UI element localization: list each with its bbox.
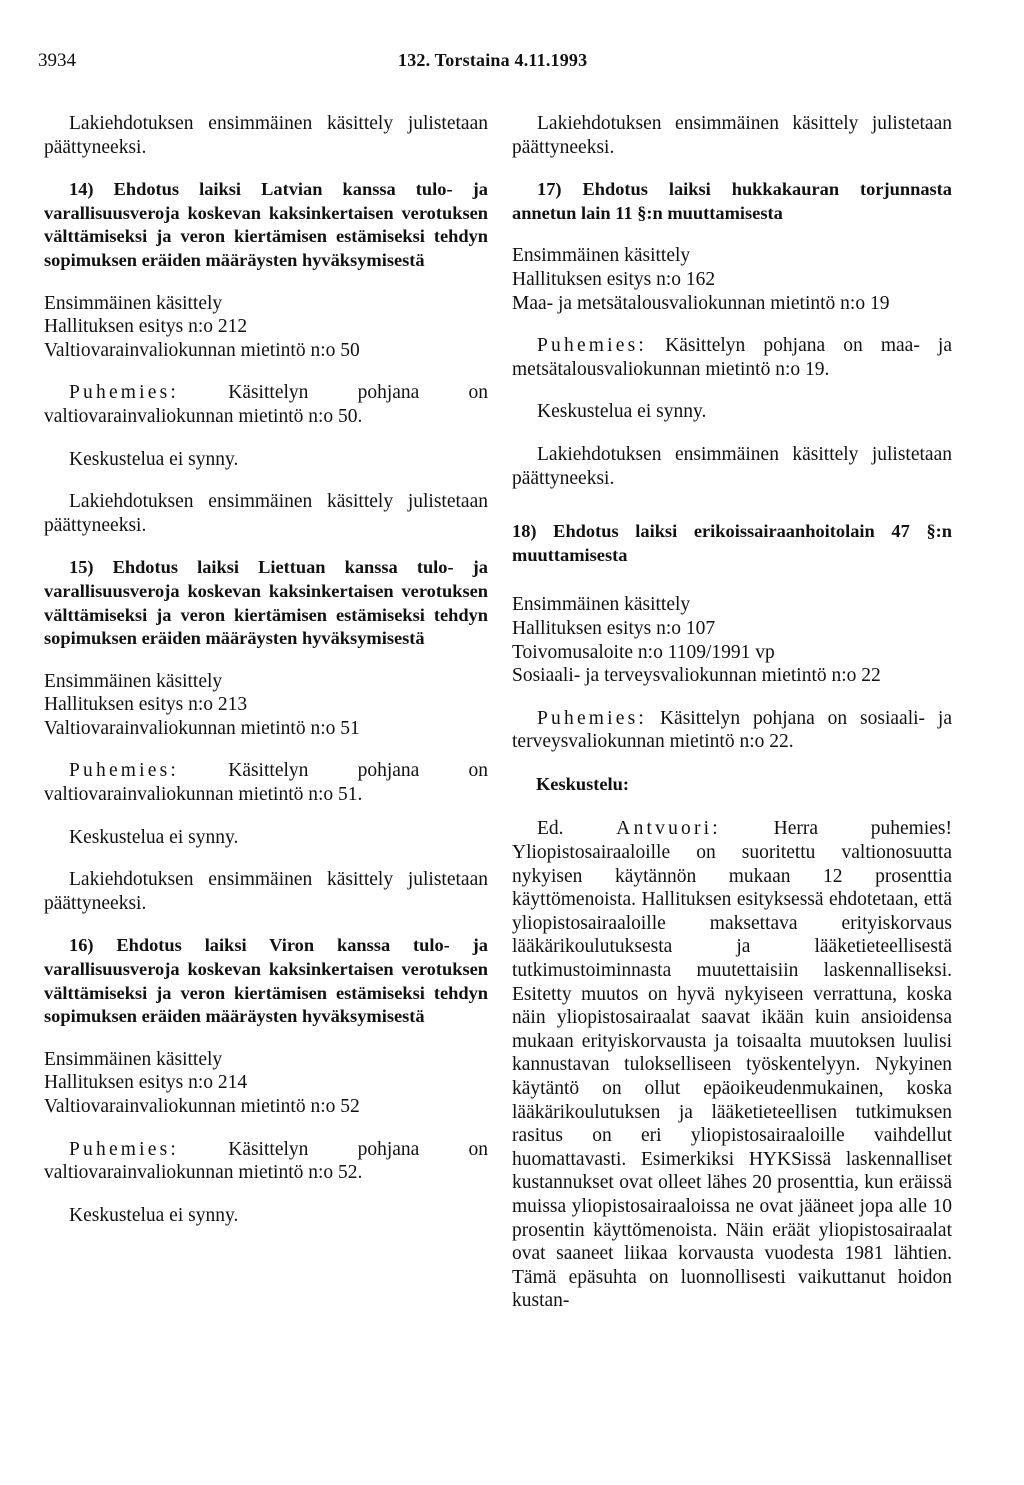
- item-16-line3: Valtiovarainvaliokunnan mietintö n:o 52: [44, 1096, 360, 1117]
- speech-text: Käsittelyn pohjana on sosiaali- ja terveysvaliokunnan mietintö n:o 22.: [512, 707, 953, 753]
- page-number: 3934: [38, 50, 76, 71]
- item-18-line4: Sosiaali- ja terveysvaliokunnan mietintö n:o 22: [512, 665, 881, 687]
- item-17-details: [512, 244, 952, 315]
- item-14-speech: [44, 381, 488, 428]
- item-17-close: Lakiehdotuksen ensimmäinen käsittely julistetaan päättyneeksi.: [512, 443, 952, 489]
- speech-text: Käsittelyn pohjana on maa- ja metsätalousvaliokunnan mietintö n:o 19.: [512, 335, 952, 380]
- item-18-title: 18) Ehdotus laiksi erikoissairaanhoitolain 47 §:n muuttamisesta: [512, 521, 952, 565]
- running-header: 132. Torstaina 4.11.1993: [398, 50, 588, 70]
- member-prefix: Ed.: [537, 818, 564, 840]
- item-16-speech: [44, 1138, 488, 1185]
- speech-text: Käsittelyn pohjana on valtiovarainvaliokunnan mietintö n:o 51.: [44, 760, 488, 806]
- item-16-title: 16) Ehdotus laiksi Viron kanssa tulo- ja varallisuusveroja koskevan kaksinkertaisen verotuksen välttämiseksi ja veron kiertämisen estämiseksi tehdyn sopimuksen eräiden määräysten hyväksymisestä: [44, 935, 488, 1027]
- item-16-line1: Ensimmäinen käsittely: [44, 1048, 223, 1070]
- item-18-line1: Ensimmäinen käsittely: [512, 594, 691, 616]
- item-18-speech: [512, 707, 952, 754]
- member-speech: [512, 817, 952, 1312]
- speaker-label: Puhemies:: [537, 707, 648, 729]
- item-15-title: 15) Ehdotus laiksi Liettuan kanssa tulo- ja varallisuusveroja koskevan kaksinkertaisen verotuksen välttämiseksi ja veron kiertämisen estämiseksi tehdyn sopimuksen eräiden määräysten hyväksymisestä: [44, 557, 488, 649]
- item-17-line2: Hallituksen esitys n:o 162: [512, 268, 716, 290]
- item-14-details: [44, 292, 488, 363]
- item-17-line1: Ensimmäinen käsittely: [512, 245, 691, 267]
- member-speech-text: Herra puhemies! Yliopistosairaaloille on suoritettu valtionosuutta nykyisen käytännön mukaan 12 prosenttia käyttömenoista. Hallituksen esityksessä ehdotetaan, että yliopistosairaaloille maksettava erityiskorvaus lääkärikoulutuksesta ja lääketieteellisestä tutkimustoiminnasta muutettaisiin laskennalliseksi. Esitetty muutos on hyvä nykyiseen verrattuna, koska näin yliopistosairaalat saavat ikään kuin ansioidensa mukaan erityiskorvausta ja toisaalta muutoksen luulisi kannustavan tulokselliseen työskentelyyn. Nykyinen käytäntö on ollut epäoikeudenmukainen, koska lääkärikoulutuksen ja lääketieteellisen tutkimuksen rasitus on eri yliopistosairaaloille vaihdellut huomattavasti. Esimerkiksi HYKSissä laskennalliset kustannukset ovat olleet lähes 20 prosenttia, kun eräissä muissa yliopistosairaaloissa ne ovat jääneet jopa alle 10 prosentin käyttömenoista. Näin eräät yliopistosairaalat ovat saaneet liikaa korvausta vuodesta 1981 lähtien. Tämä epäsuhta on luonnollisesti vaikuttanut hoidon kustan-: [512, 818, 952, 1312]
- item-14-line3: Valtiovarainvaliokunnan mietintö n:o 50: [44, 339, 360, 361]
- item-14-line1: Ensimmäinen käsittely: [44, 292, 223, 314]
- item-15-speech: [44, 759, 488, 806]
- member-name: Antvuori:: [616, 818, 721, 840]
- item-16-line2: Hallituksen esitys n:o 214: [44, 1072, 248, 1094]
- item-14-close: Lakiehdotuksen ensimmäinen käsittely julistetaan päättyneeksi.: [44, 491, 488, 536]
- speaker-label: Puhemies:: [69, 382, 180, 404]
- discussion-heading: Keskustelu:: [536, 773, 629, 794]
- item-17-line3: Maa- ja metsätalousvaliokunnan mietintö n:o 19: [512, 292, 890, 314]
- item-14-title: 14) Ehdotus laiksi Latvian kanssa tulo- ja varallisuusveroja koskevan kaksinkertaisen verotuksen välttämiseksi ja veron kiertämisen estämiseksi tehdyn sopimuksen eräiden määräysten hyväksymisestä: [44, 179, 488, 270]
- left-column: [44, 112, 488, 1246]
- speaker-label: Puhemies:: [69, 1138, 180, 1160]
- item-18-details: [512, 593, 952, 687]
- right-column: [512, 112, 952, 1313]
- item-15-line2: Hallituksen esitys n:o 213: [44, 694, 248, 716]
- item-15-line3: Valtiovarainvaliokunnan mietintö n:o 51: [44, 717, 360, 739]
- item-18-line2: Hallituksen esitys n:o 107: [512, 617, 716, 639]
- item-17-title: 17) Ehdotus laiksi hukkakauran torjunnasta annetun lain 11 §:n muuttamisesta: [512, 179, 952, 223]
- intro-close-left: Lakiehdotuksen ensimmäinen käsittely julistetaan päättyneeksi.: [44, 113, 488, 158]
- speaker-label: Puhemies:: [69, 760, 180, 782]
- item-14-discussion: Keskustelua ei synny.: [69, 448, 239, 470]
- item-15-line1: Ensimmäinen käsittely: [44, 670, 223, 692]
- item-17-discussion: Keskustelua ei synny.: [537, 401, 707, 423]
- item-14-line2: Hallituksen esitys n:o 212: [44, 316, 248, 338]
- speaker-label: Puhemies:: [537, 335, 648, 357]
- item-16-discussion: Keskustelua ei synny.: [69, 1204, 239, 1226]
- intro-close-right: Lakiehdotuksen ensimmäinen käsittely julistetaan päättyneeksi.: [512, 113, 952, 158]
- speech-text: Käsittelyn pohjana on valtiovarainvaliokunnan mietintö n:o 50.: [44, 382, 488, 427]
- item-18-line3: Toivomusaloite n:o 1109/1991 vp: [512, 641, 775, 663]
- item-15-details: [44, 670, 488, 741]
- item-15-close: Lakiehdotuksen ensimmäinen käsittely julistetaan päättyneeksi.: [44, 869, 488, 914]
- speech-text: Käsittelyn pohjana on valtiovarainvaliokunnan mietintö n:o 52.: [44, 1138, 488, 1184]
- item-17-speech: [512, 334, 952, 381]
- item-15-discussion: Keskustelua ei synny.: [69, 826, 239, 848]
- item-16-details: [44, 1048, 488, 1119]
